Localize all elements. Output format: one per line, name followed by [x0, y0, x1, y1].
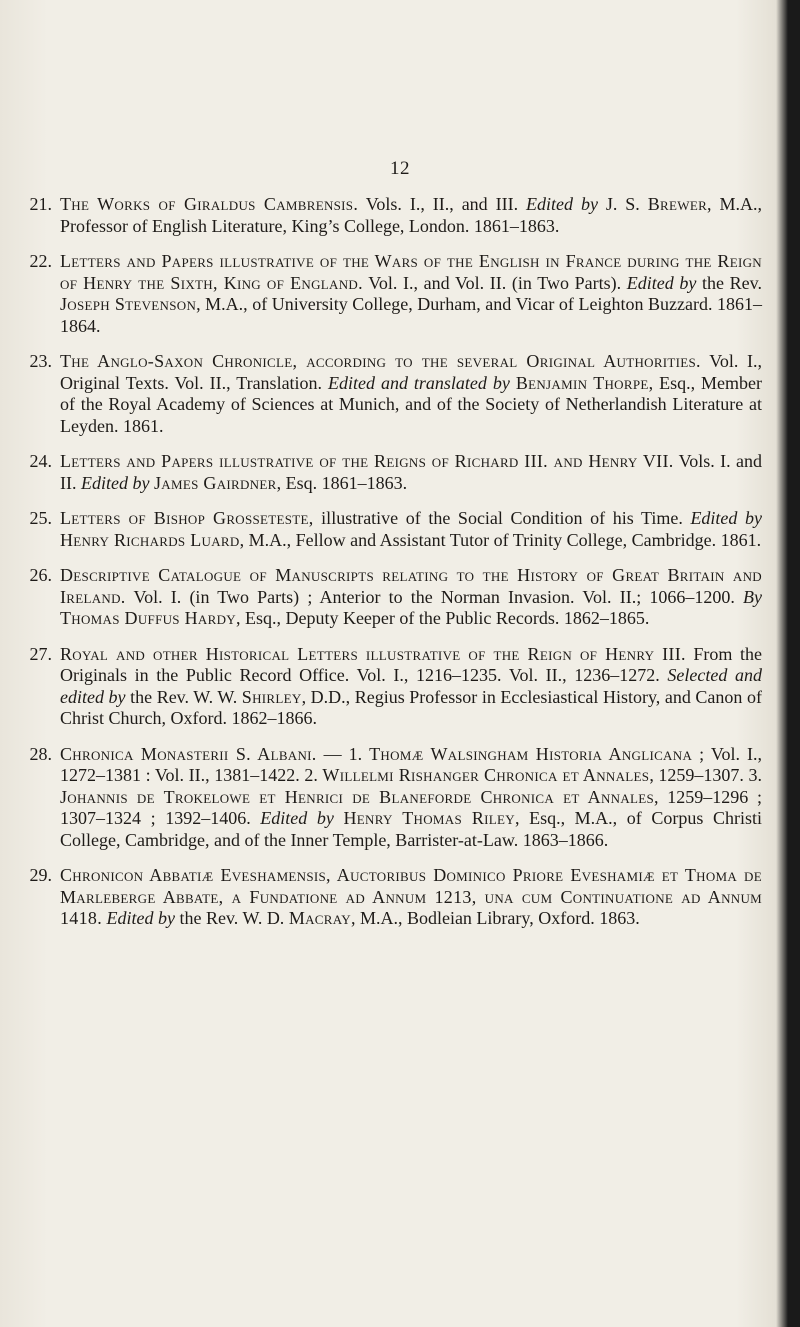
- entry-detail-text: From the Originals in the Public Record Office. Vol. I., 1216–1235. Vol. II., 1236–1272.: [60, 643, 762, 685]
- entry-number: 29.: [29, 865, 52, 885]
- entry-title-text: Johannis de Trokelowe et Henrici de Blaneforde Chronica et Annales: [60, 786, 655, 807]
- entry-editor-note: Edited and translated by: [328, 372, 510, 393]
- entry-text: [60, 644, 762, 730]
- entry-editor-note: By: [743, 586, 762, 607]
- entry-detail-text: Vols. I. and II.: [60, 451, 762, 493]
- entry-detail-text: , Esq., Deputy Keeper of the Public Records. 1862–1865.: [235, 608, 650, 628]
- entry-title-text: Henry Thomas Riley: [343, 808, 515, 828]
- entry-title-text: Letters and Papers illustrative of the Reigns of Richard III. and Henry VII.: [60, 451, 674, 471]
- entry-title-text: Willelmi Rishanger Chronica et Annales: [322, 765, 650, 785]
- entry-number: 24.: [29, 451, 52, 471]
- entry-detail-text: illustrative of the Social Condition of his Time.: [313, 508, 691, 528]
- entry-title-text: Joseph Stevenson: [60, 294, 197, 314]
- entry-detail-text: , Esq., Member of the Royal Academy of Sciences at Munich, and of the Society of Netherlandish Literature at Leyden. 1861.: [60, 372, 763, 436]
- entry-detail-text: the Rev. W. D.: [174, 908, 289, 928]
- catalogue-entry: [20, 644, 762, 730]
- entry-editor-note: Edited by: [81, 472, 150, 493]
- entry-editor-note: Edited by: [260, 808, 334, 828]
- entry-title-text: Henry Richards Luard: [60, 529, 240, 550]
- entry-detail-text: Vols. I., II., and III.: [358, 194, 527, 214]
- entry-title-text: Letters of Bishop Grosseteste,: [60, 508, 314, 528]
- entry-text: [60, 565, 762, 630]
- entry-text: [60, 865, 762, 930]
- entry-detail-text: , M.A., Professor of English Literature, King’s College, London. 1861–1863.: [60, 194, 762, 236]
- catalogue-entry: [20, 194, 762, 237]
- entry-detail-text: , M.A., of University College, Durham, and Vicar of Leighton Buzzard. 1861–1864.: [60, 294, 762, 336]
- catalogue-entry: [20, 744, 762, 852]
- entry-text: [60, 744, 762, 852]
- entry-title-text: Thomas Duffus Hardy: [60, 608, 236, 628]
- entry-detail-text: , M.A., Bodleian Library, Oxford. 1863.: [350, 908, 640, 928]
- entry-text: [60, 508, 762, 551]
- entry-number: 28.: [29, 743, 52, 764]
- page-number: 12: [390, 158, 410, 179]
- entry-number: 25.: [29, 508, 52, 528]
- catalogue-entry: [20, 508, 762, 551]
- entry-number: 27.: [29, 643, 52, 664]
- entry-editor-note: Edited by: [626, 272, 697, 293]
- entry-title-text: Brewer: [647, 194, 708, 214]
- entry-text: [60, 194, 762, 237]
- entry-detail-text: , D.D., Regius Professor in Ecclesiastical History, and Canon of Christ Church, Oxford. 1862–1866.: [60, 686, 762, 728]
- entry-detail-text: , 1259–1307. 3.: [649, 765, 763, 785]
- entry-title-text: Benjamin Thorpe: [515, 372, 649, 393]
- entry-number: 21.: [29, 194, 52, 214]
- entry-detail-text: Vol. I. (in Two Parts) ; Anterior to the Norman Invasion. Vol. II.; 1066–1200.: [125, 586, 744, 607]
- entry-title-text: Thomæ Walsingham Historia Anglicana: [369, 743, 693, 764]
- entry-title-text: Letters and Papers illustrative of the Wars of the English in France during the Reign of Henry the Sixth, King of England.: [60, 251, 762, 293]
- catalogue-entry: [20, 251, 762, 337]
- entry-editor-note: Edited by: [526, 194, 598, 214]
- entry-title-text: Macray: [288, 908, 351, 928]
- entry-title-text: Descriptive Catalogue of Manuscripts relating to the History of Great Britain and Ireland.: [60, 565, 762, 607]
- entry-title-text: The Works of Giraldus Cambrensis.: [60, 194, 359, 214]
- entry-detail-text: — 1.: [316, 743, 370, 764]
- entry-number: 22.: [29, 251, 52, 271]
- entry-text: [60, 251, 762, 337]
- catalogue-entry: [20, 865, 762, 930]
- entry-title-text: Chronicon Abbatiæ Eveshamensis, Auctoribus Dominico Priore Eveshamiæ et Thoma de Marleberge Abbate, a Fundatione ad Annum 1213, una cum Continuatione ad Annum 1418.: [60, 865, 762, 928]
- entry-title-text: Royal and other Historical Letters illustrative of the Reign of Henry III.: [60, 643, 686, 664]
- entry-detail-text: , 1259–1296 ; 1307–1324 ; 1392–1406.: [60, 786, 762, 828]
- entry-detail-text: Vol. I., and Vol. II. (in Two Parts).: [362, 272, 627, 293]
- entry-editor-note: Selected and edited by: [60, 665, 762, 707]
- catalogue-entry: [20, 351, 762, 437]
- entry-title-text: Shirley: [241, 686, 302, 707]
- entry-number: 26.: [29, 565, 52, 585]
- entry-text: [60, 351, 762, 437]
- catalogue-entry: [20, 565, 762, 630]
- entry-editor-note: Edited by: [690, 508, 763, 528]
- entry-detail-text: ; Vol. I., 1272–1381 : Vol. II., 1381–1422. 2.: [60, 743, 763, 785]
- entry-text: [60, 451, 762, 494]
- entry-editor-note: Edited by: [106, 908, 175, 928]
- entry-number: 23.: [29, 351, 52, 371]
- entry-detail-text: , M.A., Fellow and Assistant Tutor of Trinity College, Cambridge. 1861.: [239, 529, 762, 550]
- entry-detail-text: the Rev. W. W.: [125, 686, 242, 707]
- entry-detail-text: J. S.: [597, 194, 648, 214]
- entry-detail-text: Vol. I., Original Texts. Vol. II., Translation.: [60, 351, 763, 393]
- entry-detail-text: , Esq., M.A., of Corpus Christi College, Cambridge, and of the Inner Temple, Barrister-at-Law. 1863–1866.: [60, 808, 762, 850]
- entry-title-text: The Anglo-Saxon Chronicle, according to the several Original Authorities.: [60, 351, 701, 371]
- catalogue-entries: [20, 194, 762, 944]
- catalogue-entry: [20, 451, 762, 494]
- entry-detail-text: the Rev.: [696, 272, 762, 293]
- entry-title-text: Chronica Monasterii S. Albani.: [60, 743, 317, 764]
- entry-title-text: James Gairdner: [153, 472, 277, 493]
- entry-detail-text: , Esq. 1861–1863.: [276, 472, 408, 493]
